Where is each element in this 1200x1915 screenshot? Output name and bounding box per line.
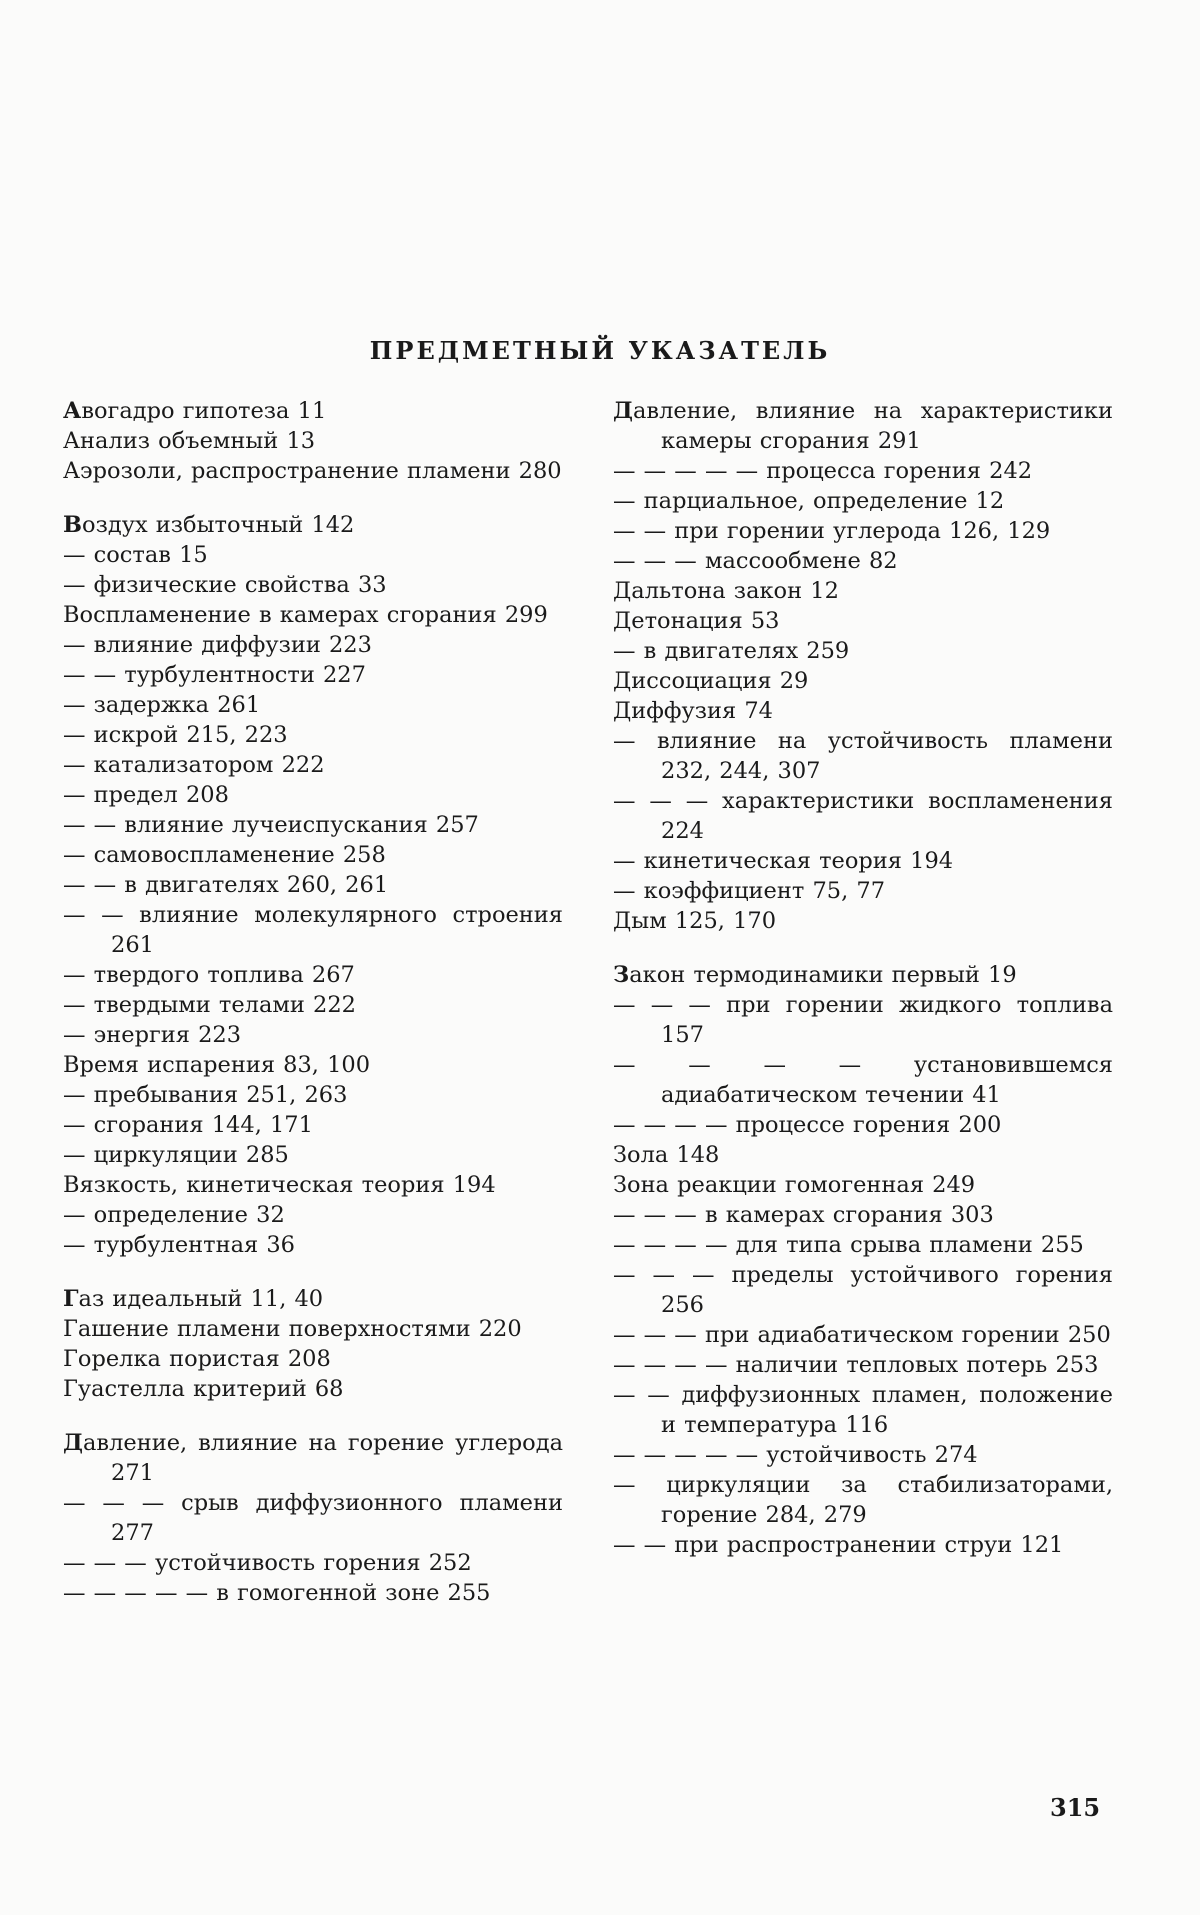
index-entry: — в двигателях 259 <box>613 638 850 664</box>
index-entry: — задержка 261 <box>63 692 261 718</box>
index-entry: — — при горении углерода 126, 129 <box>613 518 1051 544</box>
group-initial: Д <box>613 398 634 424</box>
index-entry: — коэффициент 75, 77 <box>613 878 886 904</box>
index-entry: Авогадро гипотеза 11 <box>63 398 327 424</box>
index-entry: — — — — — устойчивость 274 <box>613 1442 978 1468</box>
index-entry: — — — — процессе горения 200 <box>613 1112 1002 1138</box>
index-entry: — твердыми телами 222 <box>63 992 356 1018</box>
index-entry: — — — — наличии тепловых потерь 253 <box>613 1352 1099 1378</box>
index-entry: — — — — — процесса горения 242 <box>613 458 1033 484</box>
index-entry: Давление, влияние на характеристики камеры сгорания 291 <box>613 398 1113 454</box>
index-entry: — — — — — в гомогенной зоне 255 <box>63 1580 491 1606</box>
index-entry: — — — массообмене 82 <box>613 548 898 574</box>
group-gap <box>63 1404 563 1428</box>
index-column-left <box>63 396 563 1608</box>
group-gap <box>63 1260 563 1284</box>
group-gap <box>63 486 563 510</box>
index-entry: — определение 32 <box>63 1202 285 1228</box>
index-entry: — — — устойчивость горения 252 <box>63 1550 472 1576</box>
index-entry: — твердого топлива 267 <box>63 962 355 988</box>
index-entry: — состав 15 <box>63 542 208 568</box>
index-entry: — турбулентная 36 <box>63 1232 295 1258</box>
index-entry: Воздух избыточный 142 <box>63 512 355 538</box>
page-number: 315 <box>1050 1793 1101 1822</box>
index-entry: Дальтона закон 12 <box>613 578 839 604</box>
index-entry: — — диффузионных пламен, положение и температура 116 <box>613 1382 1113 1438</box>
index-entry: Газ идеальный 11, 40 <box>63 1286 324 1312</box>
index-entry: Зола 148 <box>613 1142 720 1168</box>
group-initial: Г <box>63 1286 79 1312</box>
index-entry: Диссоциация 29 <box>613 668 809 694</box>
index-entry: — пребывания 251, 263 <box>63 1082 348 1108</box>
page-title: ПРЕДМЕТНЫЙ УКАЗАТЕЛЬ <box>369 336 831 365</box>
group-initial: А <box>63 398 82 424</box>
index-entry: — — влияние лучеиспускания 257 <box>63 812 479 838</box>
group-initial: В <box>63 512 83 538</box>
index-entry: Дым 125, 170 <box>613 908 777 934</box>
index-entry: — — — при горении жидкого топлива 157 <box>613 992 1113 1048</box>
index-entry: — — — характеристики воспламенения 224 <box>613 788 1113 844</box>
index-entry: — — в двигателях 260, 261 <box>63 872 389 898</box>
index-entry: Горелка пористая 208 <box>63 1346 331 1372</box>
index-entry: — — — при адиабатическом горении 250 <box>613 1322 1111 1348</box>
index-entry: Зона реакции гомогенная 249 <box>613 1172 976 1198</box>
index-entry: Детонация 53 <box>613 608 780 634</box>
index-entry: — циркуляции 285 <box>63 1142 289 1168</box>
index-entry: Вязкость, кинетическая теория 194 <box>63 1172 496 1198</box>
index-column-right <box>613 396 1113 1560</box>
index-entry: — циркуляции за стабилизаторами, горение 284, 279 <box>613 1472 1113 1528</box>
index-entry: Анализ объемный 13 <box>63 428 316 454</box>
index-entry: — физические свойства 33 <box>63 572 387 598</box>
index-entry: — искрой 215, 223 <box>63 722 288 748</box>
index-entry: Закон термодинамики первый 19 <box>613 962 1017 988</box>
index-entry: — — при распространении струи 121 <box>613 1532 1064 1558</box>
index-entry: Время испарения 83, 100 <box>63 1052 371 1078</box>
group-initial: З <box>613 962 630 988</box>
index-entry: Воспламенение в камерах сгорания 299 <box>63 602 548 628</box>
index-entry: — — турбулентности 227 <box>63 662 366 688</box>
index-entry: Давление, влияние на горение углерода 271 <box>63 1430 563 1486</box>
index-entry: — парциальное, определение 12 <box>613 488 1005 514</box>
index-entry: — кинетическая теория 194 <box>613 848 954 874</box>
index-entry: Аэрозоли, распространение пламени 280 <box>63 458 562 484</box>
index-entry: Гуастелла критерий 68 <box>63 1376 344 1402</box>
index-entry: — — — срыв диффузионного пламени 277 <box>63 1490 563 1546</box>
index-entry: — катализатором 222 <box>63 752 325 778</box>
index-entry: — энергия 223 <box>63 1022 242 1048</box>
index-entry: — влияние диффузии 223 <box>63 632 372 658</box>
index-entry: Гашение пламени поверхностями 220 <box>63 1316 522 1342</box>
index-entry: Диффузия 74 <box>613 698 773 724</box>
index-entry: — — — — для типа срыва пламени 255 <box>613 1232 1084 1258</box>
index-entry: — — — в камерах сгорания 303 <box>613 1202 994 1228</box>
index-entry: — сгорания 144, 171 <box>63 1112 313 1138</box>
index-entry: — — — пределы устойчивого горения 256 <box>613 1262 1113 1318</box>
index-entry: — предел 208 <box>63 782 229 808</box>
group-initial: Д <box>63 1430 84 1456</box>
index-entry: — влияние на устойчивость пламени 232, 244, 307 <box>613 728 1113 784</box>
index-entry: — — влияние молекулярного строения 261 <box>63 902 563 958</box>
group-gap <box>613 936 1113 960</box>
index-entry: — самовоспламенение 258 <box>63 842 386 868</box>
index-entry: — — — — установившемся адиабатическом течении 41 <box>613 1052 1113 1108</box>
